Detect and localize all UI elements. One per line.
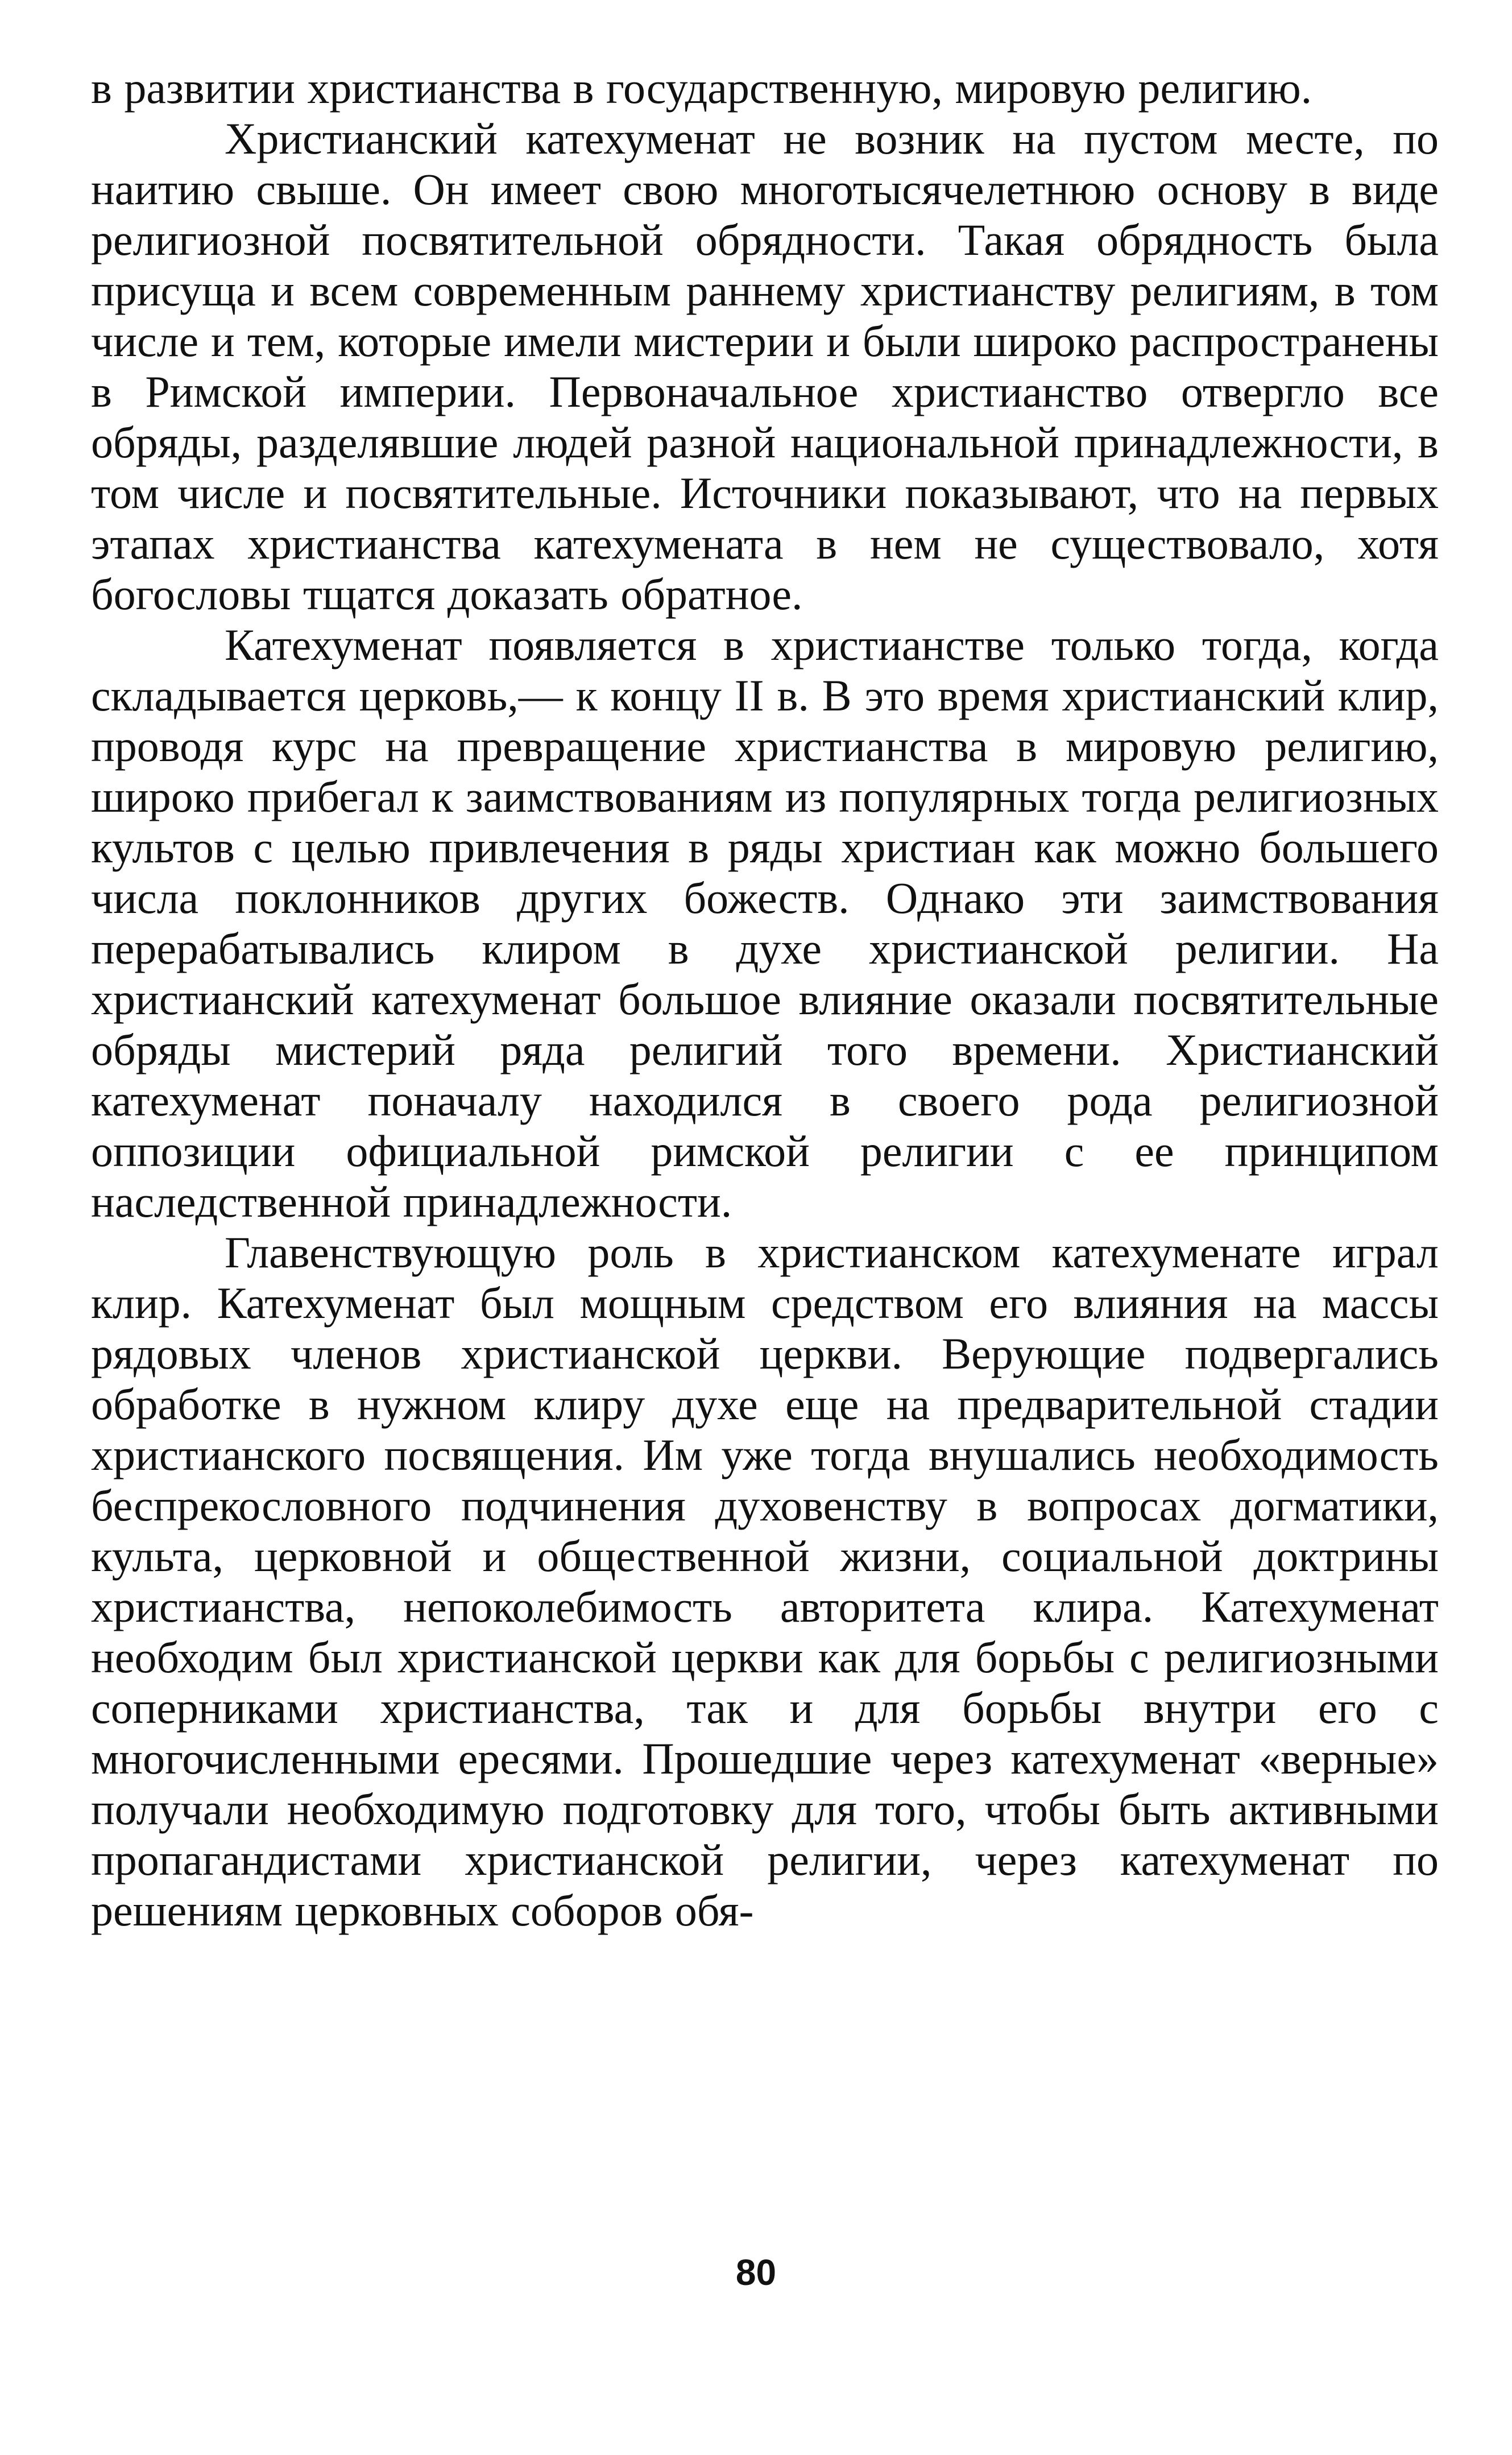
paragraph-origins: Христианский катехуменат не возник на пустом месте, по наитию свыше. Он имеет свою многотысячелетнюю основу в виде религиозной посвятительной обрядности. Такая обрядность была присуща и всем современным раннему христианству религиям, в том числе и тем, которые имели мистерии и были широко распространены в Римской империи. Первоначальное христианство отвергло все обряды, разделявшие людей разной национальной принадлежности, в том числе и посвятительные. Источники показывают, что на первых этапах христианства катехумената в нем не существовало, хотя богословы тщатся доказать обратное. (91, 114, 1439, 619)
paragraph-clergy-role: Главенствующую роль в христианском катехуменате играл клир. Катехуменат был мощным средством его влияния на массы рядовых членов христианской церкви. Верующие подвергались обработке в нужном клиру духе еще на предварительной стадии христианского посвящения. Им уже тогда внушались необходимость беспрекословного подчинения духовенству в вопросах догматики, культа, церковной и общественной жизни, социальной доктрины христианства, непоколебимость авторитета клира. Катехуменат необходим был христианской церкви как для борьбы с религиозными соперниками христианства, так и для борьбы внутри его с многочисленными ересями. Прошедшие через катехуменат «верные» получали необходимую подготовку для того, чтобы быть активными пропагандистами христианской религии, через катехуменат по решениям церковных соборов обя- (91, 1228, 1439, 1935)
paragraph-continuation: в развитии христианства в государственную, мировую религию. (91, 63, 1312, 113)
page-body (91, 63, 1439, 1936)
page-number: 80 (735, 2252, 777, 2293)
paragraph-church-formation: Катехуменат появляется в христианстве только тогда, когда складывается церковь,— к концу II в. В это время христианский клир, проводя курс на превращение христианства в мировую религию, широко прибегал к заимствованиям из популярных тогда религиозных культов с целью привлечения в ряды христиан как можно большего числа поклонников других божеств. Однако эти заимствования перерабатывались клиром в духе христианской религии. На христианский катехуменат большое влияние оказали посвятительные обряды мистерий ряда религий того времени. Христианский катехуменат поначалу находился в своего рода религиозной оппозиции официальной римской религии с ее принципом наследственной принадлежности. (91, 620, 1439, 1226)
